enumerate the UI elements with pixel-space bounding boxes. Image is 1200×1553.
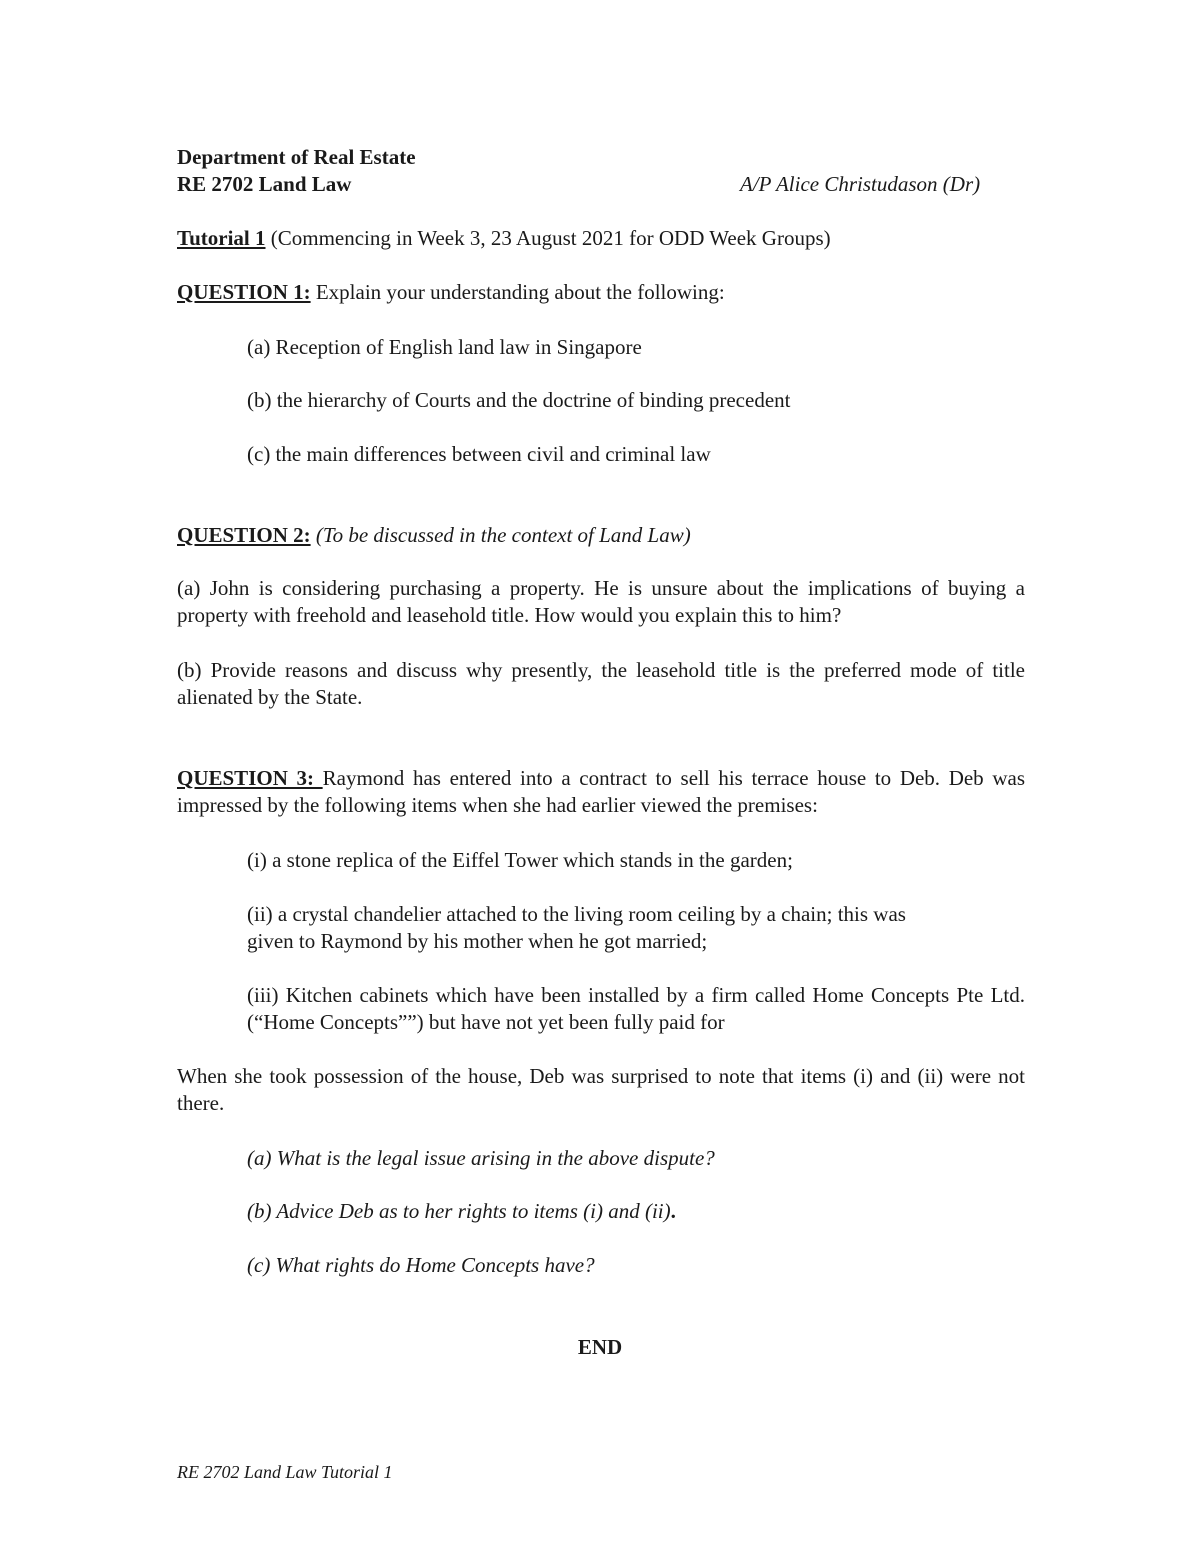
tutorial-note: (Commencing in Week 3, 23 August 2021 for ODD Week Groups) xyxy=(265,226,831,250)
question-3-sub-c: (c) What rights do Home Concepts have? xyxy=(247,1253,595,1277)
question-1-label: QUESTION 1: xyxy=(177,280,311,304)
question-1-item-c: (c) the main differences between civil and criminal law xyxy=(247,442,711,466)
question-1-heading xyxy=(177,282,725,303)
page-footer: RE 2702 Land Law Tutorial 1 xyxy=(177,1462,393,1482)
question-3-intro xyxy=(177,765,1025,819)
question-1-item-a: (a) Reception of English land law in Singapore xyxy=(247,335,642,359)
question-3-item-ii-line2: given to Raymond by his mother when he got married; xyxy=(247,929,708,953)
question-2-part-b: (b) Provide reasons and discuss why presently, the leasehold title is the preferred mode of title alienated by the State. xyxy=(177,658,1025,709)
lecturer-name: A/P Alice Christudason (Dr) xyxy=(740,172,981,196)
question-2-note: (To be discussed in the context of Land Law) xyxy=(310,523,691,547)
question-3-sub-a: (a) What is the legal issue arising in the above dispute? xyxy=(247,1146,715,1170)
question-2-heading xyxy=(177,525,691,546)
question-3-item-i: (i) a stone replica of the Eiffel Tower which stands in the garden; xyxy=(247,848,793,872)
question-3-label: QUESTION 3: xyxy=(177,766,323,790)
question-1-prompt: Explain your understanding about the following: xyxy=(310,280,725,304)
department-heading: Department of Real Estate xyxy=(177,145,416,169)
end-marker: END xyxy=(577,1335,623,1359)
question-3-item-ii-line1: (ii) a crystal chandelier attached to the living room ceiling by a chain; this was xyxy=(247,902,906,926)
question-2-part-a: (a) John is considering purchasing a property. He is unsure about the implications of buying a property with freehold and leasehold title. How would you explain this to him? xyxy=(177,576,1025,627)
question-3-sub-b-period: . xyxy=(670,1199,676,1223)
question-3-intro-text: Raymond has entered into a contract to sell his terrace house to Deb. Deb was impressed by the following items when she had earlier viewed the premises: xyxy=(177,766,1025,817)
tutorial-label: Tutorial 1 xyxy=(177,226,266,250)
question-3-possession: When she took possession of the house, Deb was surprised to note that items (i) and (ii) were not there. xyxy=(177,1064,1025,1115)
question-3-sub-b xyxy=(247,1201,676,1222)
course-title: RE 2702 Land Law xyxy=(177,172,352,196)
question-2-label: QUESTION 2: xyxy=(177,523,311,547)
question-3-item-iii: (iii) Kitchen cabinets which have been installed by a firm called Home Concepts Pte Ltd. (“Home Concepts””) but have not yet been fully paid for xyxy=(247,983,1025,1034)
tutorial-line xyxy=(177,228,831,249)
question-1-item-b: (b) the hierarchy of Courts and the doctrine of binding precedent xyxy=(247,388,791,412)
question-3-sub-b-text: (b) Advice Deb as to her rights to items (i) and (ii) xyxy=(247,1199,671,1223)
